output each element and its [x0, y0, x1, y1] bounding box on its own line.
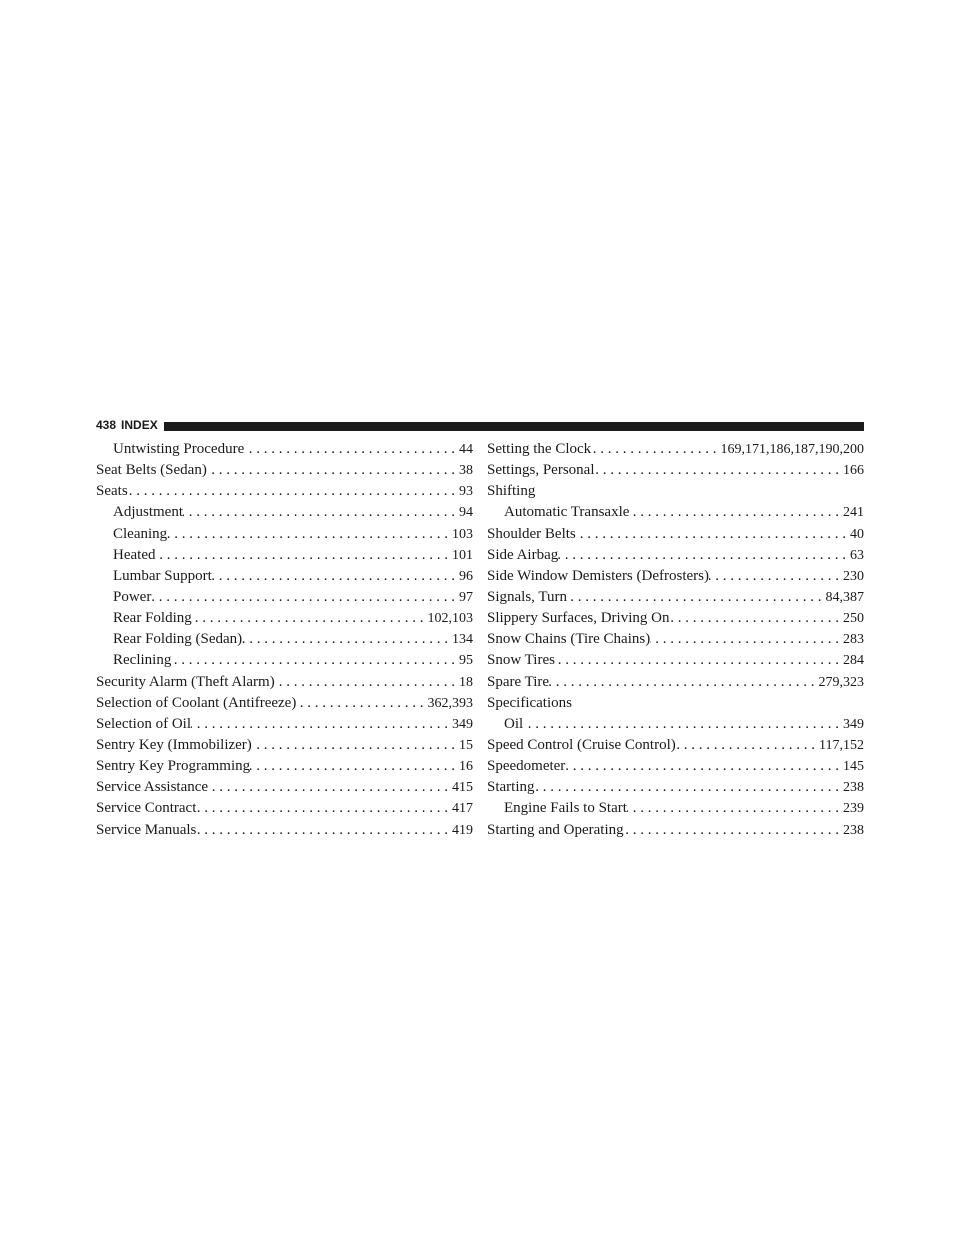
dot-leader: [576, 524, 846, 545]
page-reference: 16: [459, 759, 473, 775]
index-entry: [487, 545, 864, 566]
index-entry: [487, 714, 864, 735]
page-reference: 284: [843, 653, 864, 669]
index-entry: [96, 545, 473, 566]
page-reference: 38: [459, 463, 473, 479]
dot-leader: [669, 608, 839, 629]
dot-leader: [676, 735, 815, 756]
index-term: Sentry Key (Immobilizer): [96, 736, 252, 753]
page-reference: 145: [843, 759, 864, 775]
index-term: Rear Folding: [113, 610, 192, 627]
page-reference: 93: [459, 484, 473, 500]
index-entry: [96, 524, 473, 545]
index-entry: [96, 756, 473, 777]
index-term: Selection of Oil: [96, 715, 191, 732]
index-term: Starting: [487, 779, 535, 796]
page-reference: 95: [459, 653, 473, 669]
page-reference: 415: [452, 780, 473, 796]
index-term: Speedometer: [487, 758, 566, 775]
dot-leader: [155, 545, 448, 566]
page-reference: 419: [452, 822, 473, 838]
dot-leader: [558, 545, 846, 566]
index-term: Power: [113, 588, 152, 605]
index-term: Heated: [113, 546, 156, 563]
index-entry: [96, 439, 473, 460]
index-entry: [487, 566, 864, 587]
index-term: Service Manuals: [96, 821, 197, 838]
index-column-left: [96, 439, 473, 841]
dot-leader: [208, 777, 448, 798]
index-entry: [96, 566, 473, 587]
index-term: Shoulder Belts: [487, 525, 576, 542]
dot-leader: [191, 714, 448, 735]
dot-leader: [183, 502, 455, 523]
index-term: Reclining: [113, 652, 172, 669]
index-entry: [487, 629, 864, 650]
index-term: Speed Control (Cruise Control): [487, 736, 676, 753]
index-entry: [96, 629, 473, 650]
dot-leader: [196, 798, 448, 819]
dot-leader: [252, 735, 455, 756]
page-reference: 241: [843, 505, 864, 521]
page-reference: 102,103: [427, 611, 473, 627]
index-entry: [96, 798, 473, 819]
index-term: Side Airbag: [487, 546, 559, 563]
index-term: Adjustment: [113, 504, 183, 521]
index-entry: [96, 481, 473, 502]
index-term: Seat Belts (Sedan): [96, 462, 207, 479]
index-entry: [487, 735, 864, 756]
page-reference: 15: [459, 737, 473, 753]
dot-leader: [629, 502, 839, 523]
index-term: Untwisting Procedure: [113, 441, 245, 457]
index-entry: [96, 714, 473, 735]
dot-leader: [535, 777, 840, 798]
dot-leader: [212, 566, 455, 587]
index-entry: [487, 756, 864, 777]
index-term: Spare Tire: [487, 673, 550, 690]
index-term: Engine Fails to Start: [504, 800, 627, 817]
dot-leader: [192, 608, 424, 629]
index-entry: [487, 502, 864, 523]
index-term: Sentry Key Programming: [96, 758, 251, 775]
index-term: Signals, Turn: [487, 588, 568, 605]
dot-leader: [595, 460, 840, 481]
index-term: Automatic Transaxle: [504, 504, 630, 521]
page-reference: 362,393: [427, 695, 473, 711]
index-term: Specifications: [487, 694, 572, 711]
page-reference: 134: [452, 632, 473, 648]
index-term: Snow Chains (Tire Chains): [487, 631, 651, 648]
dot-leader: [549, 672, 814, 693]
page-reference: 230: [843, 568, 864, 584]
index-entry: [96, 608, 473, 629]
index-entry: [487, 587, 864, 608]
page-reference: 169,171,186,187,190,200: [720, 442, 864, 457]
dot-leader: [196, 820, 448, 841]
page-reference: 84,387: [825, 589, 864, 605]
index-column-right: [487, 439, 864, 841]
index-entry: [487, 439, 864, 460]
index-term: Selection of Coolant (Antifreeze): [96, 694, 297, 711]
dot-leader: [275, 672, 455, 693]
page-reference: 283: [843, 632, 864, 648]
dot-leader: [296, 693, 423, 714]
page-reference: 103: [452, 526, 473, 542]
index-entry: [487, 820, 864, 841]
dot-leader: [627, 798, 839, 819]
page-reference: 40: [850, 526, 864, 542]
index-entry: [96, 650, 473, 671]
index-term: Security Alarm (Theft Alarm): [96, 673, 275, 690]
header-rule: [164, 422, 864, 431]
dot-leader: [167, 524, 448, 545]
dot-leader: [565, 756, 839, 777]
index-term: Settings, Personal: [487, 462, 595, 479]
page-reference: 97: [459, 589, 473, 605]
dot-leader: [650, 629, 839, 650]
page-reference: 279,323: [818, 674, 864, 690]
dot-leader: [171, 650, 455, 671]
index-term: Cleaning: [113, 525, 168, 542]
index-entry: [487, 460, 864, 481]
page-reference: 349: [843, 716, 864, 732]
dot-leader: [523, 714, 839, 735]
index-entry: [487, 777, 864, 798]
index-entry: [96, 502, 473, 523]
page-reference: 238: [843, 822, 864, 838]
index-term: Setting the Clock: [487, 441, 592, 457]
index-entry: [96, 820, 473, 841]
index-entry: [487, 650, 864, 671]
dot-leader: [555, 650, 839, 671]
index-entry: [96, 587, 473, 608]
page-reference: 239: [843, 801, 864, 817]
index-entry: [487, 693, 864, 714]
index-entry: [96, 672, 473, 693]
page-reference: 96: [459, 568, 473, 584]
index-entry: [96, 777, 473, 798]
index-entry: [96, 693, 473, 714]
index-term: Service Contract: [96, 800, 197, 817]
index-term: Rear Folding (Sedan): [113, 631, 243, 648]
page-number: 438: [96, 418, 117, 432]
index-term: Side Window Demisters (Defrosters): [487, 567, 709, 584]
index-entry: [487, 672, 864, 693]
dot-leader: [151, 587, 455, 608]
page-reference: 417: [452, 801, 473, 817]
dot-leader: [624, 820, 839, 841]
index-entry: [487, 798, 864, 819]
dot-leader: [242, 629, 448, 650]
page-reference: 250: [843, 611, 864, 627]
page-reference: 101: [452, 547, 473, 563]
index-term: Slippery Surfaces, Driving On: [487, 610, 670, 627]
dot-leader: [250, 756, 455, 777]
dot-leader: [244, 439, 455, 460]
index-term: Lumbar Support: [113, 567, 212, 584]
dot-leader: [128, 481, 455, 502]
dot-leader: [591, 439, 716, 460]
index-entry: [96, 735, 473, 756]
section-title: INDEX: [121, 418, 158, 432]
index-term: Seats: [96, 483, 128, 500]
page-reference: 63: [850, 547, 864, 563]
index-term: Snow Tires: [487, 652, 555, 669]
page-reference: 349: [452, 716, 473, 732]
page-reference: 238: [843, 780, 864, 796]
dot-leader: [207, 460, 455, 481]
index-entry: [487, 481, 864, 502]
page-reference: 94: [459, 505, 473, 521]
index-term: Service Assistance: [96, 779, 209, 796]
page-header: [96, 418, 864, 432]
index-entry: [96, 460, 473, 481]
page-reference: 117,152: [819, 737, 864, 753]
index-term: Starting and Operating: [487, 821, 624, 838]
index-entry: [487, 524, 864, 545]
page-reference: 166: [843, 463, 864, 479]
page-reference: 18: [459, 674, 473, 690]
index-term: Shifting: [487, 483, 536, 500]
page-reference: 44: [459, 442, 473, 457]
dot-leader: [709, 566, 839, 587]
index-term: Oil: [504, 715, 524, 732]
dot-leader: [567, 587, 821, 608]
index-entry: [487, 608, 864, 629]
